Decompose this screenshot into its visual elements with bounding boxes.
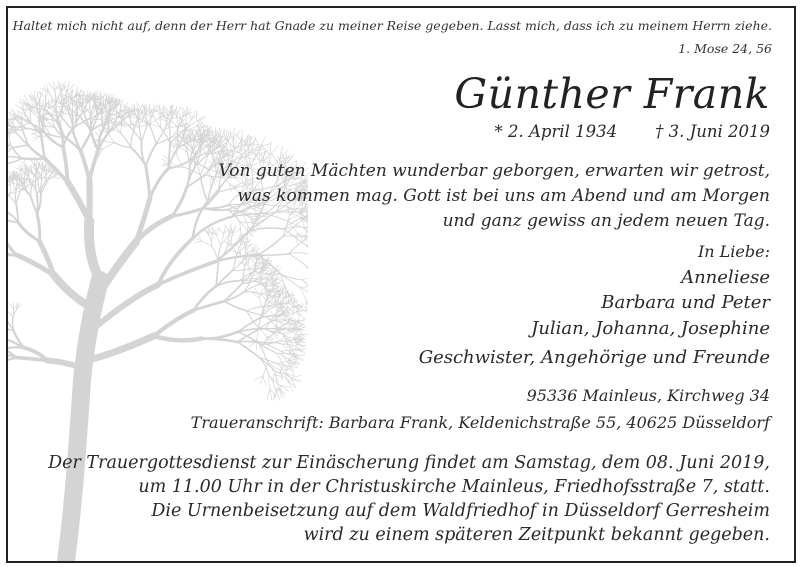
tree-branch — [172, 187, 187, 216]
tree-branch — [280, 370, 290, 371]
tree-branch — [263, 343, 281, 351]
tree-branch — [288, 254, 306, 267]
tree-branch — [22, 158, 45, 159]
tree-branch — [268, 363, 274, 374]
tree-branch — [107, 133, 114, 143]
tree-branch — [265, 306, 278, 307]
mourner-name: Julian, Johanna, Josephine — [531, 318, 770, 339]
service-line-3: Die Urnenbeisetzung auf dem Waldfriedhof in Düsseldorf Gerresheim — [151, 501, 770, 521]
mourners-intro: In Liebe: — [697, 242, 770, 261]
tree-branch — [141, 141, 145, 166]
tree-branch — [240, 221, 252, 222]
tree-branch — [281, 274, 302, 279]
tree-branch — [18, 223, 39, 242]
tree-branch — [38, 93, 40, 101]
tree-branch — [8, 158, 22, 163]
tree-branch — [212, 235, 213, 246]
tree-branch — [269, 376, 276, 390]
tree-branch — [8, 311, 13, 318]
tree-branch — [90, 100, 91, 113]
tree-branch — [258, 236, 283, 255]
tree-branch — [142, 124, 148, 141]
tree-branch — [273, 374, 274, 383]
tree-branch — [98, 242, 136, 295]
tree-branch — [150, 169, 168, 198]
tree-branch — [8, 358, 18, 364]
tree-branch — [263, 331, 277, 343]
mourner-name: Geschwister, Angehörige und Freunde — [418, 347, 770, 368]
tree-branch — [202, 241, 212, 246]
tree-trunk — [66, 280, 100, 561]
mourning-address: Traueranschrift: Barbara Frank, Keldenichstraße 55, 40625 Düsseldorf — [190, 413, 770, 432]
tree-branch — [146, 166, 150, 198]
tree-branch — [129, 114, 138, 115]
tree-branch — [249, 228, 283, 231]
tree-branch — [287, 294, 288, 304]
tree-branch — [45, 98, 46, 111]
tree-branch — [178, 146, 187, 151]
tree-branch — [216, 262, 218, 286]
tree-branch — [202, 339, 238, 342]
life-dates — [494, 122, 770, 141]
service-line-1: Der Trauergottesdienst zur Einäscherung findet am Samstag, dem 08. Juni 2019, — [48, 453, 770, 473]
tree-branch — [259, 298, 264, 312]
tree-branch — [88, 336, 154, 360]
tree-branch — [120, 123, 131, 124]
mourner-name: Barbara und Peter — [601, 292, 770, 313]
tree-branch — [288, 293, 289, 307]
tree-branch — [296, 350, 306, 354]
tree-branch — [12, 318, 13, 331]
tree-branch — [158, 262, 216, 285]
tree-branch — [288, 380, 293, 391]
tree-branch — [288, 240, 304, 254]
tree-branch — [270, 145, 278, 155]
tree-branch — [18, 169, 27, 170]
tree-branch — [154, 310, 194, 336]
poem-line-3: und ganz gewiss an jedem neuen Tag. — [442, 211, 770, 231]
tree-branch — [8, 229, 16, 255]
poem-line-2: was kommen mag. Gott ist bei uns am Abend und am Morgen — [237, 186, 770, 206]
tree-branch — [154, 336, 202, 340]
tree-branch — [258, 255, 280, 274]
tree-branch — [302, 276, 308, 279]
tree-branch — [224, 292, 244, 301]
tree-branch — [191, 114, 198, 120]
tree-branch — [78, 115, 90, 129]
tree-branch — [307, 267, 308, 280]
tree-branch — [263, 376, 266, 385]
tree-branch — [146, 144, 156, 166]
tree-branch — [196, 111, 197, 121]
tree-branch — [30, 111, 31, 123]
death-date: † 3. Juni 2019 — [655, 122, 770, 141]
tree-branch — [269, 376, 270, 390]
tree-branch — [134, 103, 135, 113]
tree-branch — [204, 192, 219, 208]
tree-branch — [200, 175, 207, 201]
tree-branch — [288, 253, 308, 254]
tree-branch — [281, 274, 300, 287]
tree-branch — [252, 139, 255, 150]
tree-branch — [219, 227, 224, 234]
service-line-4: wird zu einem späteren Zeitpunkt bekannt gegeben. — [303, 525, 770, 545]
mourner-name: Anneliese — [681, 267, 770, 288]
birth-date: * 2. April 1934 — [494, 122, 618, 141]
tree-branch — [131, 130, 134, 147]
poem-line-1: Von guten Mächten wunderbar geborgen, erwarten wir getrost, — [218, 161, 770, 181]
bible-verse: Haltet mich nicht auf, denn der Herr hat Gnade zu meiner Reise gegeben. Lasst mich, dass ich zu meinem Herrn ziehe. — [12, 18, 772, 33]
tree-branch — [103, 143, 115, 149]
tree-branch — [290, 205, 301, 215]
tree-branch — [9, 304, 13, 309]
obituary-notice — [6, 6, 796, 563]
tree-branch — [221, 236, 228, 245]
tree-branch — [210, 177, 211, 185]
tree-branch — [194, 241, 201, 243]
tree-branch — [258, 254, 288, 255]
tree-branch — [238, 341, 264, 342]
deceased-name: Günther Frank — [454, 70, 770, 118]
tree-branch — [150, 127, 156, 144]
tree-branch — [300, 287, 307, 301]
tree-branch — [89, 221, 100, 280]
tree-branch — [224, 301, 247, 311]
tree-branch — [216, 235, 220, 245]
tree-branch — [39, 177, 46, 178]
home-address: 95336 Mainleus, Kirchweg 34 — [526, 386, 770, 405]
tree-branch — [89, 151, 98, 180]
tree-branch — [90, 129, 98, 151]
tree-branch — [233, 269, 248, 270]
tree-branch — [216, 227, 219, 235]
tree-branch — [267, 389, 270, 399]
tree-branch — [165, 126, 178, 128]
bible-verse-reference: 1. Mose 24, 56 — [678, 41, 772, 56]
tree-branch — [259, 280, 270, 284]
tree-branch — [269, 376, 280, 386]
tree-branch — [196, 122, 203, 126]
tree-branch — [185, 130, 199, 131]
tree-branch — [193, 150, 195, 166]
tree-branch — [54, 177, 60, 179]
tree-branch — [13, 145, 27, 148]
tree-branch — [248, 135, 249, 148]
tree-branch — [68, 182, 90, 221]
service-line-2: um 11.00 Uhr in der Christuskirche Mainleus, Friedhofsstraße 7, statt. — [138, 477, 770, 497]
tree-branch — [31, 196, 38, 214]
tree-branch — [295, 345, 304, 346]
tree-branch — [289, 366, 294, 374]
tree-branch — [41, 135, 45, 158]
tree-branch — [276, 318, 277, 331]
tree-branch — [16, 181, 17, 190]
tree-branch — [81, 151, 90, 181]
tree-branch — [37, 214, 40, 242]
tree-branch — [31, 184, 33, 196]
tree-branch — [267, 289, 272, 297]
tree-branch — [305, 245, 308, 260]
